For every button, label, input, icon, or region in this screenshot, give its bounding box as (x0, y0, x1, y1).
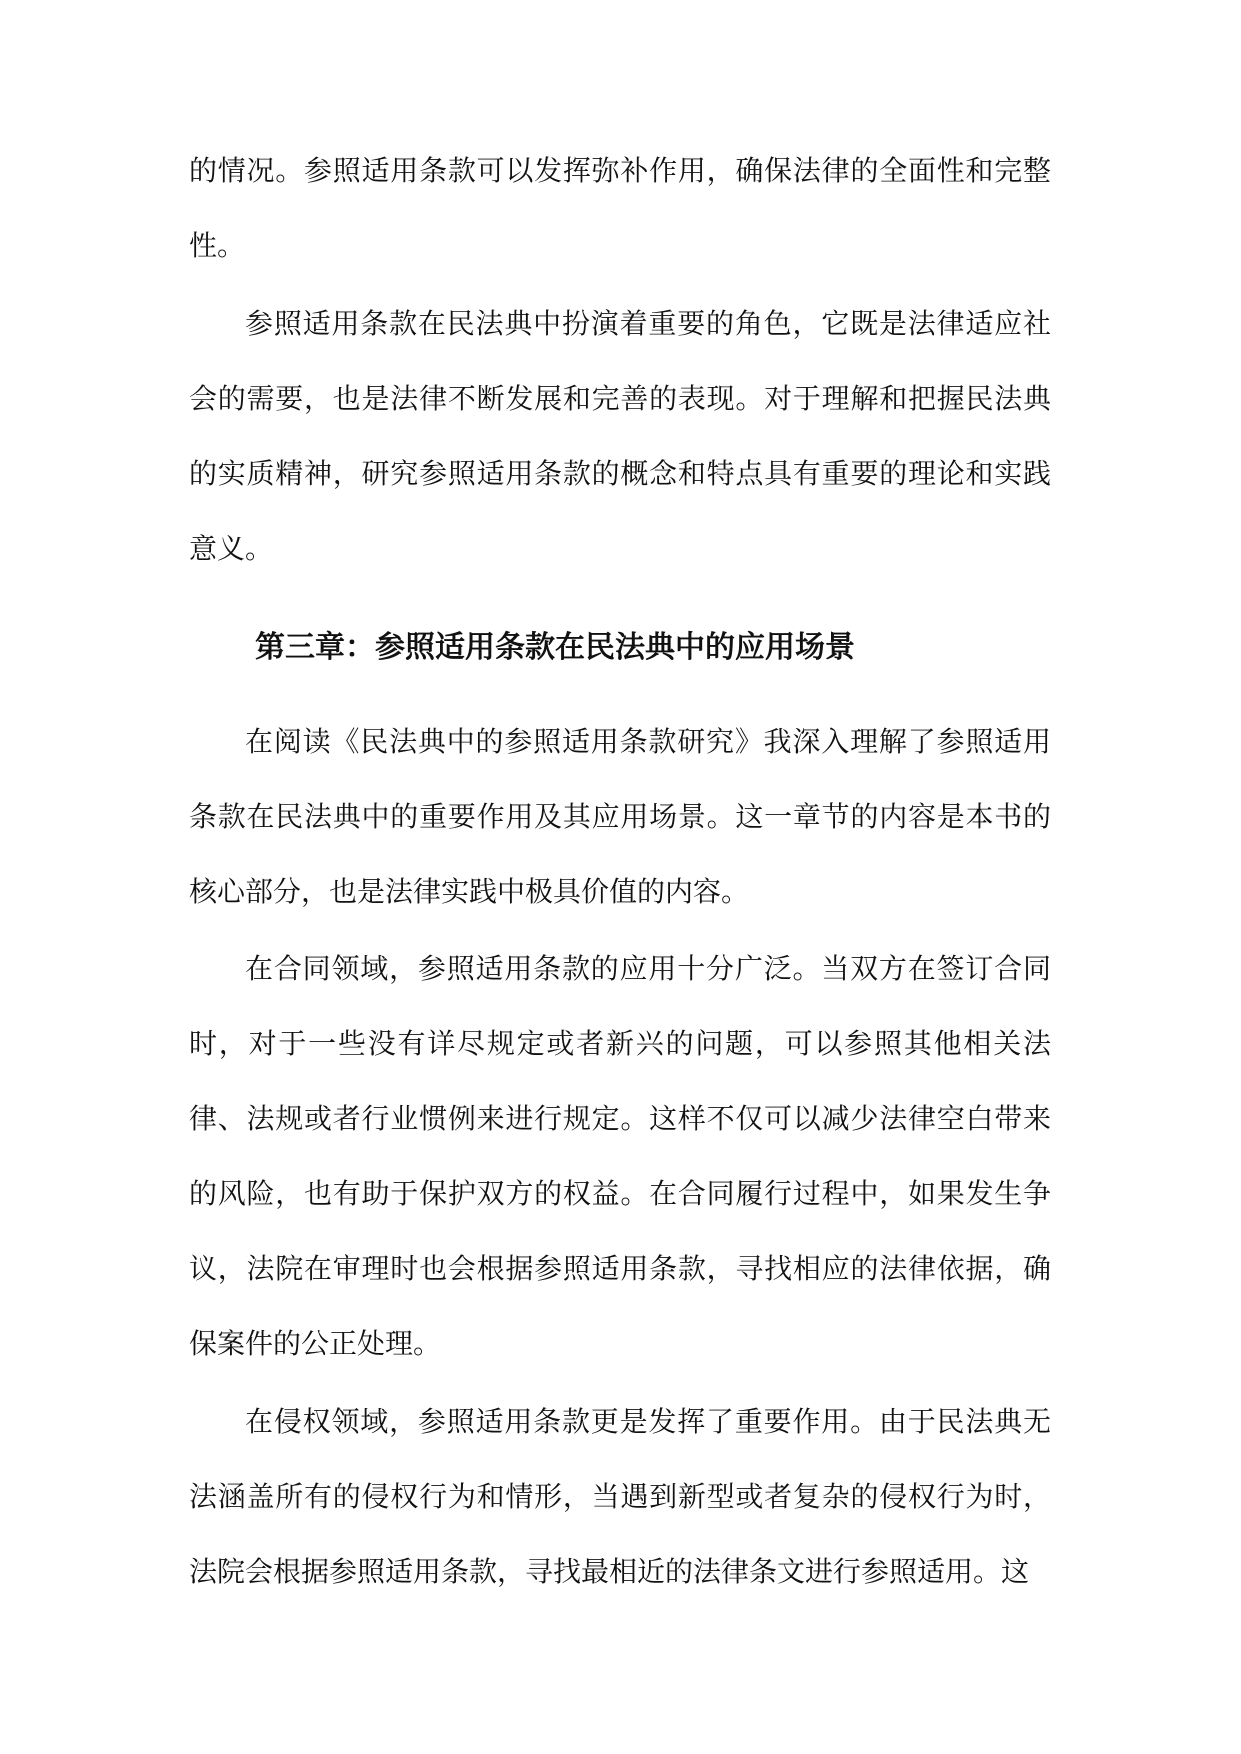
paragraph-intro: 在阅读《民法典中的参照适用条款研究》我深入理解了参照适用条款在民法典中的重要作用及其应用场景。这一章节的内容是本书的核心部分，也是法律实践中极具价值的内容。 (189, 725, 1051, 908)
paragraph-continuation: 的情况。参照适用条款可以发挥弥补作用，确保法律的全面性和完整性。 (189, 154, 1051, 262)
paragraph-tort-domain: 在侵权领域，参照适用条款更是发挥了重要作用。由于民法典无法涵盖所有的侵权行为和情形，当遇到新型或者复杂的侵权行为时，法院会根据参照适用条款，寻找最相近的法律条文进行参照适用。这 (189, 1405, 1051, 1588)
paragraph-significance: 参照适用条款在民法典中扮演着重要的角色，它既是法律适应社会的需要，也是法律不断发展和完善的表现。对于理解和把握民法典的实质精神，研究参照适用条款的概念和特点具有重要的理论和实践意义。 (189, 307, 1051, 565)
paragraph-contract-domain: 在合同领域，参照适用条款的应用十分广泛。当双方在签订合同时，对于一些没有详尽规定或者新兴的问题，可以参照其他相关法律、法规或者行业惯例来进行规定。这样不仅可以减少法律空白带来的风险，也有助于保护双方的权益。在合同履行过程中，如果发生争议，法院在审理时也会根据参照适用条款，寻找相应的法律依据，确保案件的公正处理。 (189, 952, 1051, 1360)
chapter-heading: 第三章：参照适用条款在民法典中的应用场景 (255, 630, 855, 665)
